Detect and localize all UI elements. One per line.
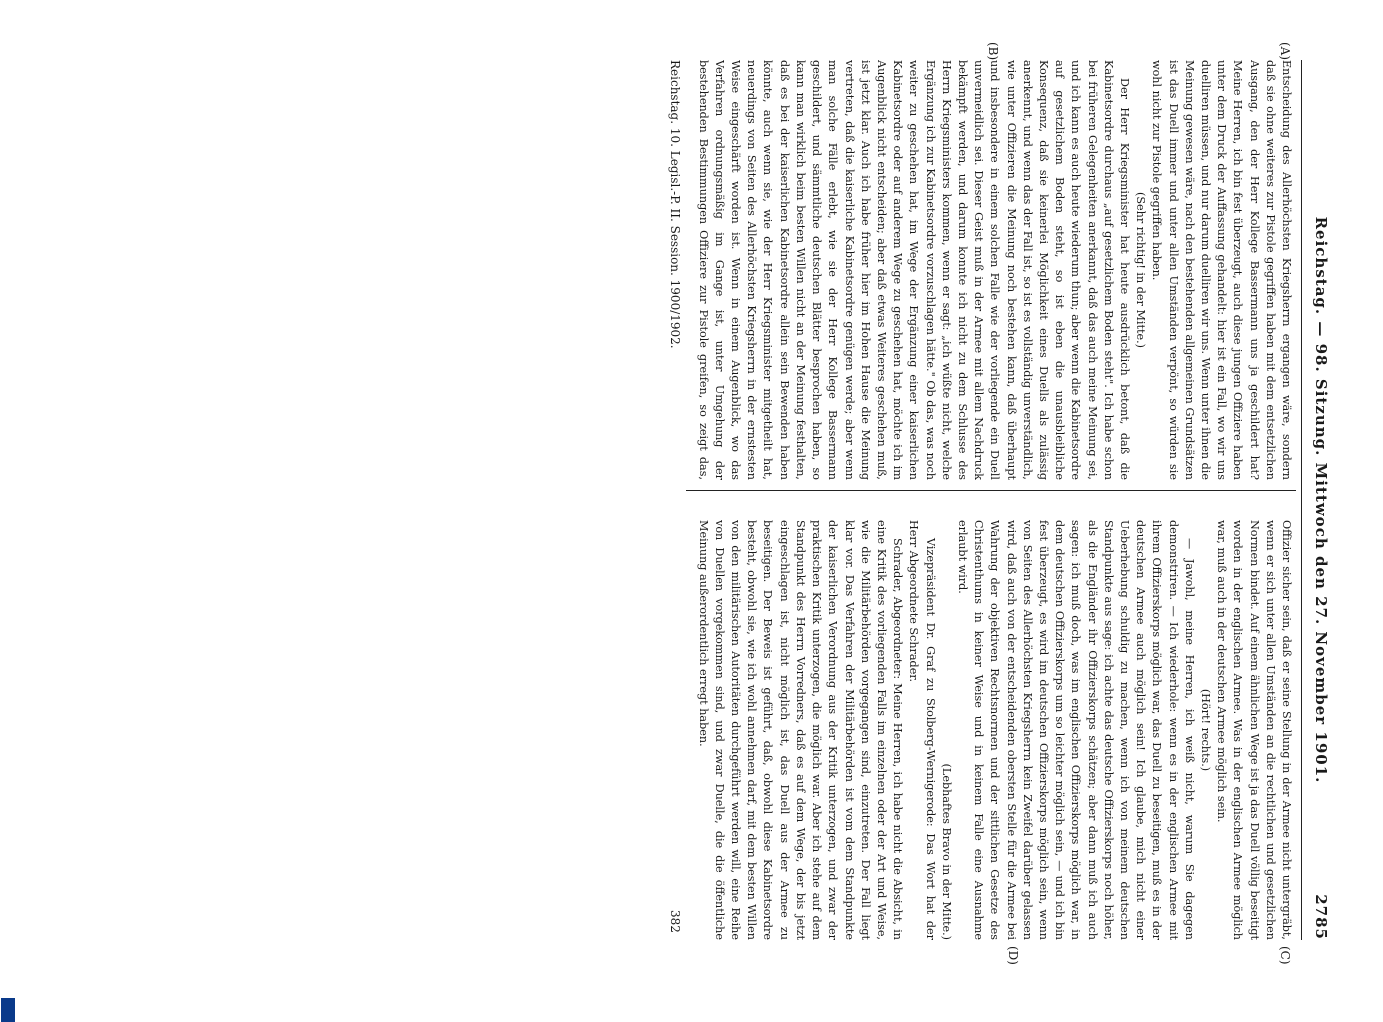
paragraph: Vizepräsident Dr. Graf zu Stolberg-Wernigerode: Das Wort hat der Herr Abgeordnete Schrader. [905, 520, 937, 940]
dfg-logo [1, 998, 15, 1022]
footer-source: Reichstag. 10. Legisl.-P. II. Session. 1900/1902. [668, 60, 682, 349]
rotated-page-content [60, 40, 1330, 960]
interjection: (Lebhaftes Bravo in der Mitte.) [938, 520, 954, 940]
margin-marker-d: (D) [1006, 946, 1020, 965]
margin-marker-b: (B) [986, 42, 1000, 60]
left-column [694, 60, 1294, 480]
margin-marker-a: (A) [1278, 42, 1292, 60]
header-rule [1301, 60, 1302, 940]
margin-marker-c: (C) [1278, 946, 1292, 965]
interjection: (Hört! rechts.) [1197, 520, 1213, 940]
paragraph: Entscheidung des Allerhöchsten Kriegsherrn ergangen wäre, sondern daß sie ohne weiteres zur Pistole gegriffen haben mit dem entsetzlichen Ausgang, den der Herr Kollege Bassermann uns ja geschildert hat? Meine Herren, ich bin fest überzeugt, auch diese jungen Offiziere haben unter dem Druck der Auffassung gehandelt: hier ist ein Fall, wo wir uns duelliren müssen, und nur darum duelliren wir uns. Wenn unter ihnen die Meinung gewesen wäre, nach den bestehenden allgemeinen Grundsätzen ist das Duell immer und unter allen Umständen verpönt, so würden sie wohl nicht zur Pistole gegriffen haben. [1148, 60, 1294, 480]
paragraph: Offizier sicher sein, daß er seine Stellung in der Armee nicht untergräbt, wenn er sich unter allen Umständen an die rechtlichen und gesetzlichen Normen bindet. Auf einem ähnlichen Wege ist ja das Duell völlig beseitigt worden in der englischen Armee. Was in der englischen Armee möglich war, muß auch in der deutschen Armee möglich sein. [1213, 520, 1294, 940]
page-header [1304, 60, 1330, 940]
header-title: Reichstag. — 98. Sitzung. Mittwoch den 27. November 1901. [1312, 60, 1330, 940]
right-column [694, 520, 1294, 940]
paragraph: — Jawohl, meine Herren, ich weiß nicht, warum Sie dagegen demonstriren. — Ich wiederhole: wenn es in der englischen Armee mit ihrem Offizierskorps möglich war, das Duell zu beseitigen, muß es in der deutschen Armee auch möglich sein! Ich glaube, mich nicht einer Ueberhebung schuldig zu machen, wenn ich von meinem deutschen Standpunkte aus sage: ich achte das deutsche Offizierskorps noch höher, als die Engländer ihr Offizierskorps schätzen; aber dann muß ich auch sagen: ich muß doch, was im englischen Offizierskorps möglich war, in dem deutschen Offizierskorps um so leichter möglich sein, — und ich bin fest überzeugt, es wird im deutschen Offizierskorps möglich sein, wenn von Seiten des Allerhöchsten Kriegsherrn kein Zweifel darüber gelassen wird, daß auch von der entscheidenden obersten Stelle für die Armee bei Wahrung der objektiven Rechtsnormen und der sittlichen Gesetze des Christenthums in keiner Weise und in keinem Falle eine Ausnahme erlaubt wird. [954, 520, 1197, 940]
header-page-number: 2785 [1312, 894, 1330, 940]
interjection: (Sehr richtig! in der Mitte.) [1132, 60, 1148, 480]
paragraph: Schrader, Abgeordneter: Meine Herren, ich habe nicht die Absicht, in eine Kritik des vorliegenden Falls im einzelnen oder der Art und Weise, wie die Militärbehörden vorgegangen sind, einzutreten. Der Fall liegt klar vor. Das Verfahren der Militärbehörden ist vom dem Standpunkte der kaiserlichen Verordnung aus der Kritik unterzogen, und zwar der praktischen Kritik unterzogen, die möglich war. Aber ich stehe auf dem Standpunkt des Herrn Vorredners, daß es auf dem Wege, der bis jetzt eingeschlagen ist, nicht möglich ist, das Duell aus der Armee zu beseitigen. Der Beweis ist geführt, daß, obwohl diese Kabinetsordre besteht, obwohl sie, wie ich wohl annehmen darf, mit dem besten Willen von den militärischen Autoritäten durchgeführt werden will, eine Reihe von Duellen vorgekommen sind, und zwar Duelle, die die öffentliche Meinung außerordentlich erregt haben. [694, 520, 905, 940]
column-divider [686, 490, 1296, 491]
footer-page-number: 382 [668, 910, 682, 933]
paragraph: Der Herr Kriegsminister hat heute ausdrücklich betont, daß die Kabinetsordre durchaus „auf gesetzlichem Boden steht". Ich habe schon bei früheren Gelegenheiten anerkannt, daß das auch meine Meinung sei, und ich kann es auch heute wiederum thun; aber wenn die Kabinetsordre auf gesetzlichem Boden steht, so ist eben die unausbleibliche Konsequenz, daß sie keinerlei Möglichkeit eines Duells als zulässig anerkennt, und wenn das der Fall ist, so ist es vollständig unverständlich, wie unter Offizieren die Meinung noch bestehen kann, daß überhaupt und insbesondere in einem solchen Falle wie der vorliegende ein Duell unvermeidlich sei. Dieser Geist muß in der Armee mit allem Nachdruck bekämpft werden, und darum konnte ich nicht zu dem Schlusse des Herrn Kriegsministers kommen, wenn er sagt: „ich wüßte nicht, welche Ergänzung ich zur Kabinetsordre vorzuschlagen hätte." Ob das, was noch weiter zu geschehen hat, im Wege der Ergänzung einer kaiserlichen Kabinetsordre oder auf anderem Wege zu geschehen hat, möchte ich im Augenblick nicht entscheiden; aber daß etwas Weiteres geschehen muß, ist jetzt klar. Auch ich habe früher hier im Hohen Hause die Meinung vertreten, daß die kaiserliche Kabinetsordre genügen werde; aber wenn man solche Fälle erlebt, wie sie der Herr Kollege Bassermann geschildert, und sämmtliche deutschen Blätter besprochen haben, so kann man wirklich beim besten Willen nicht an der Meinung festhalten, daß es bei der kaiserlichen Kabinetsordre allein sein Bewenden haben könnte, auch wenn sie, wie der Herr Kriegsminister mitgetheilt hat, neuerdings von Seiten des Allerhöchsten Kriegsherrn in der ernstesten Weise eingeschärft worden ist. Wenn in einem Augenblick, wo das Verfahren ordnungsmäßig im Gange ist, unter Umgehung der bestehenden Bestimmungen Offiziere zur Pistole greifen, so zeigt das, [694, 60, 1132, 480]
